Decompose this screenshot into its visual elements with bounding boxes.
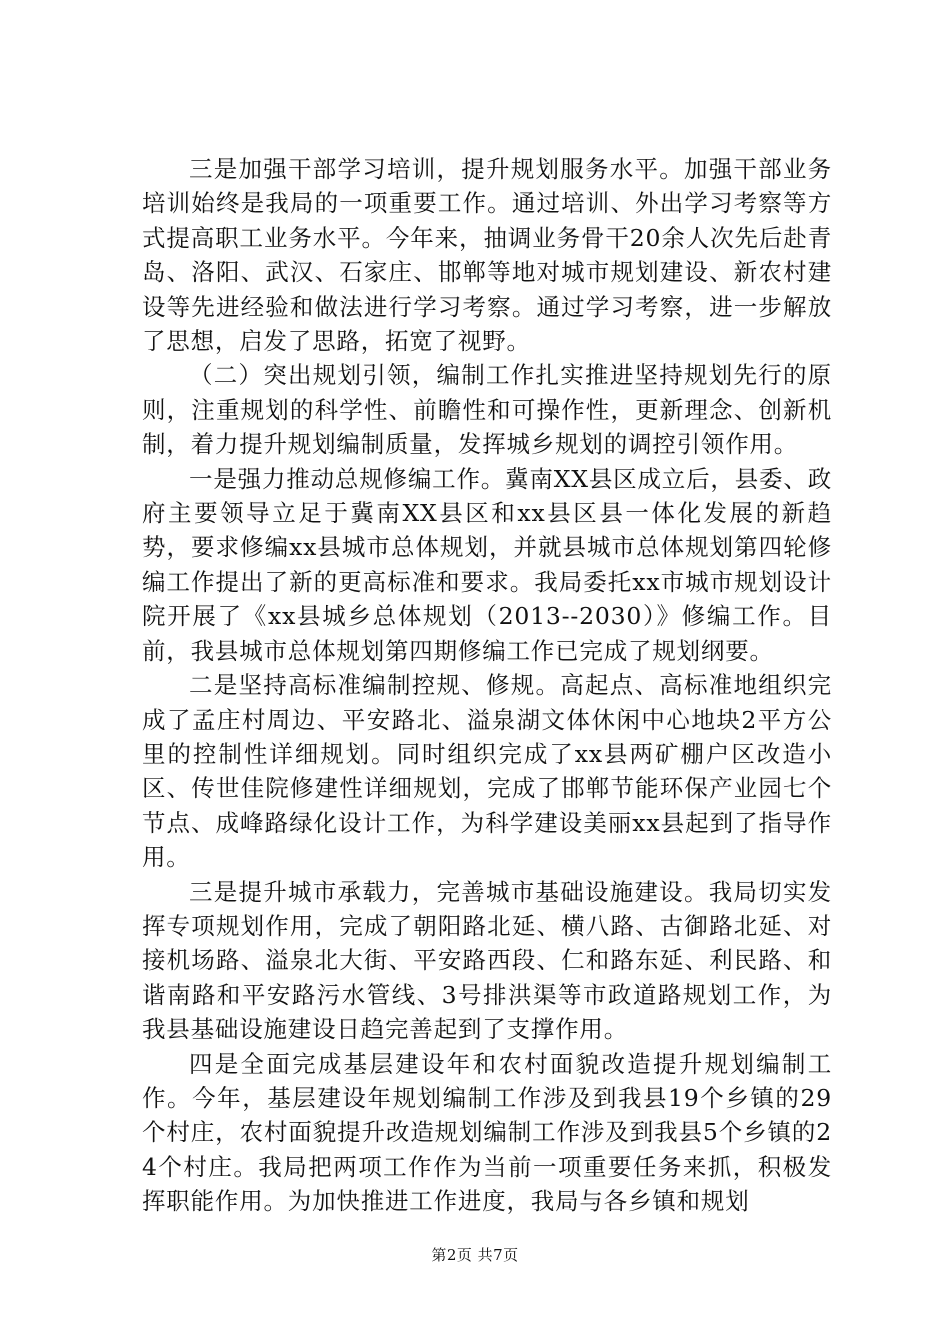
paragraph-rural-planning: 四是全面完成基层建设年和农村面貌改造提升规划编制工作。今年，基层建设年规划编制工作涉及到我县19个乡镇的29个村庄，农村面貌提升改造规划编制工作涉及到我县5个乡镇的24个村庄。我局把两项工作作为当前一项重要任务来抓，积极发挥职能作用。为加快推进工作进度，我局与各乡镇和规划 — [142, 1049, 832, 1216]
paragraph-regulatory-planning: 二是坚持高标准编制控规、修规。高起点、高标准地组织完成了孟庄村周边、平安路北、溢泉湖文体休闲中心地块2平方公里的控制性详细规划。同时组织完成了xx县两矿棚户区改造小区、传世佳院修建性详细规划，完成了邯郸节能环保产业园七个节点、成峰路绿化设计工作，为科学建设美丽xx县起到了指导作用。 — [142, 671, 832, 872]
document-body — [142, 152, 832, 1219]
paragraph-master-plan-revision: 一是强力推动总规修编工作。冀南XX县区成立后，县委、政府主要领导立足于冀南XX县区和xx县区县一体化发展的新趋势，要求修编xx县城市总体规划，并就县城市总体规划第四轮修编工作提出了新的更高标准和要求。我局委托xx市城市规划设计院开展了《xx县城乡总体规划（2013--2030）》修编工作。目前，我县城市总体规划第四期修编工作已完成了规划纲要。 — [142, 464, 832, 665]
paragraph-section-two-heading: （二）突出规划引领，编制工作扎实推进坚持规划先行的原则，注重规划的科学性、前瞻性和可操作性，更新理念、创新机制，着力提升规划编制质量，发挥城乡规划的调控引领作用。 — [142, 361, 832, 459]
paragraph-cadre-training: 三是加强干部学习培训，提升规划服务水平。加强干部业务培训始终是我局的一项重要工作。通过培训、外出学习考察等方式提高职工业务水平。今年来，抽调业务骨干20余人次先后赴青岛、洛阳、武汉、石家庄、邯郸等地对城市规划建设、新农村建设等先进经验和做法进行学习考察。通过学习考察，进一步解放了思想，启发了思路，拓宽了视野。 — [142, 155, 832, 356]
page-number-footer: 第2页 共7页 — [431, 1246, 519, 1264]
paragraph-infrastructure: 三是提升城市承载力，完善城市基础设施建设。我局切实发挥专项规划作用，完成了朝阳路北延、横八路、古御路北延、对接机场路、溢泉北大街、平安路西段、仁和路东延、利民路、和谐南路和平安路污水管线、3号排洪渠等市政道路规划工作，为我县基础设施建设日趋完善起到了支撑作用。 — [142, 877, 832, 1044]
